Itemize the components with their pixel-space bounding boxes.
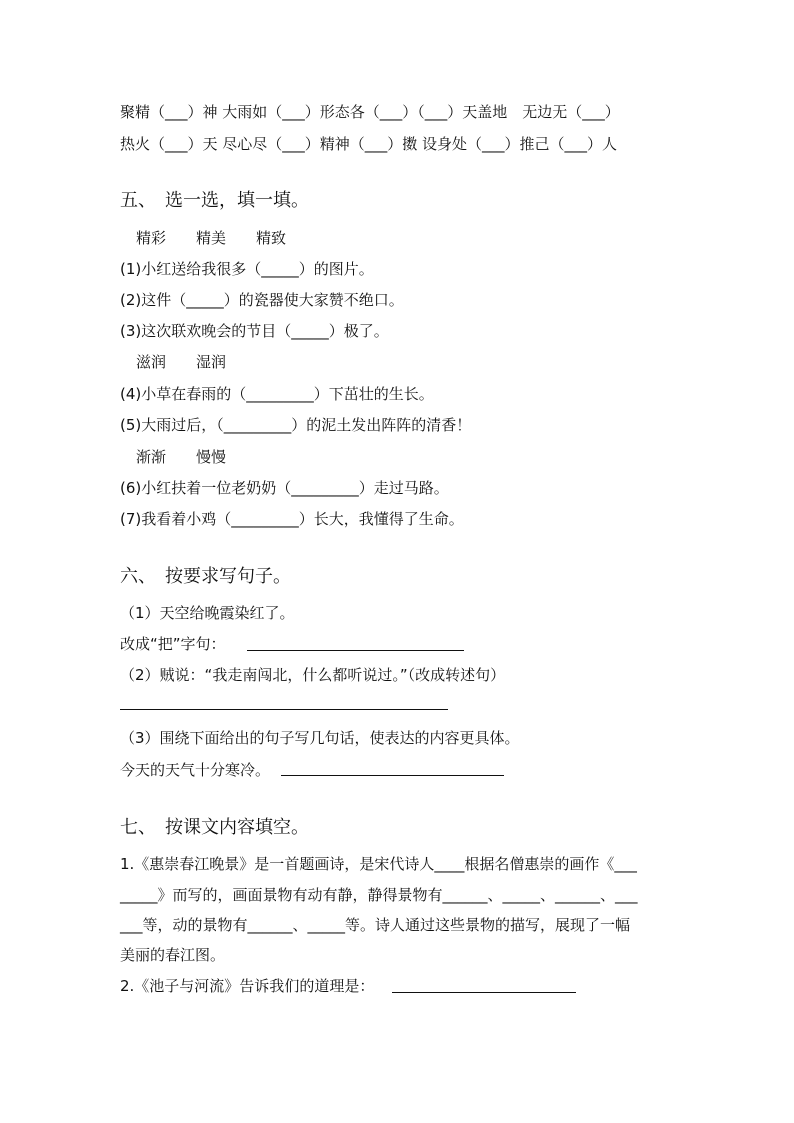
- answer-line-4[interactable]: [392, 992, 576, 993]
- sentence-3-prompt: 今天的天气十分寒冷。: [120, 761, 271, 779]
- question-5: (5)大雨过后，（_________）的泥土发出阵阵的清香！: [120, 416, 472, 434]
- question-4: (4)小草在春雨的（_________）下茁壮的生长。: [120, 385, 434, 403]
- section-5-title: 五、 选一选，填一填。: [120, 190, 309, 211]
- answer-line-3[interactable]: [281, 775, 504, 776]
- sentence-1: （1）天空给晚霞染红了。: [120, 604, 295, 622]
- section-6-title: 六、 按要求写句子。: [120, 566, 291, 587]
- question-3: (3)这次联欢晚会的节目（_____）极了。: [120, 322, 389, 340]
- idiom-row-2: 热火（___）天 尽心尽（___）精神（___）擞 设身处（___）推己（___）人: [120, 135, 618, 153]
- sentence-2: （2）贼说：“我走南闯北，什么都听说过。”（改成转述句）: [120, 666, 506, 684]
- idiom-row-1: 聚精（___）神 大雨如（___）形态各（___）（___）天盖地 无边无（___）: [120, 103, 620, 121]
- answer-line-2[interactable]: [120, 709, 448, 710]
- passage-2: 2.《池子与河流》告诉我们的道理是：: [120, 977, 375, 995]
- question-6: (6)小红扶着一位老奶奶（_________）走过马路。: [120, 479, 449, 497]
- word-choices-2: 滋润 湿润: [136, 353, 227, 371]
- question-2: (2)这件（_____）的瓷器使大家赞不绝口。: [120, 291, 404, 309]
- section-7-title: 七、 按课文内容填空。: [120, 817, 309, 838]
- passage-1-line-2: _____》而写的，画面景物有动有静，静得景物有______、_____、______、___: [120, 886, 638, 904]
- passage-1-line-4: 美丽的春江图。: [120, 946, 226, 964]
- passage-1-line-3: ___等，动的景物有______、_____等。诗人通过这些景物的描写，展现了一幅: [120, 916, 631, 934]
- question-1: (1)小红送给我很多（_____）的图片。: [120, 260, 374, 278]
- sentence-3: （3）围绕下面给出的句子写几句话，使表达的内容更具体。: [120, 729, 520, 747]
- answer-line-1[interactable]: [247, 650, 464, 651]
- passage-1-line-1: 1.《惠崇春江晚景》是一首题画诗，是宋代诗人____根据名僧惠崇的画作《___: [120, 855, 637, 873]
- sentence-1-prompt: 改成“把”字句：: [120, 635, 226, 653]
- word-choices-1: 精彩 精美 精致: [136, 229, 287, 247]
- word-choices-3: 渐渐 慢慢: [136, 448, 227, 466]
- question-7: (7)我看着小鸡（_________）长大，我懂得了生命。: [120, 510, 464, 528]
